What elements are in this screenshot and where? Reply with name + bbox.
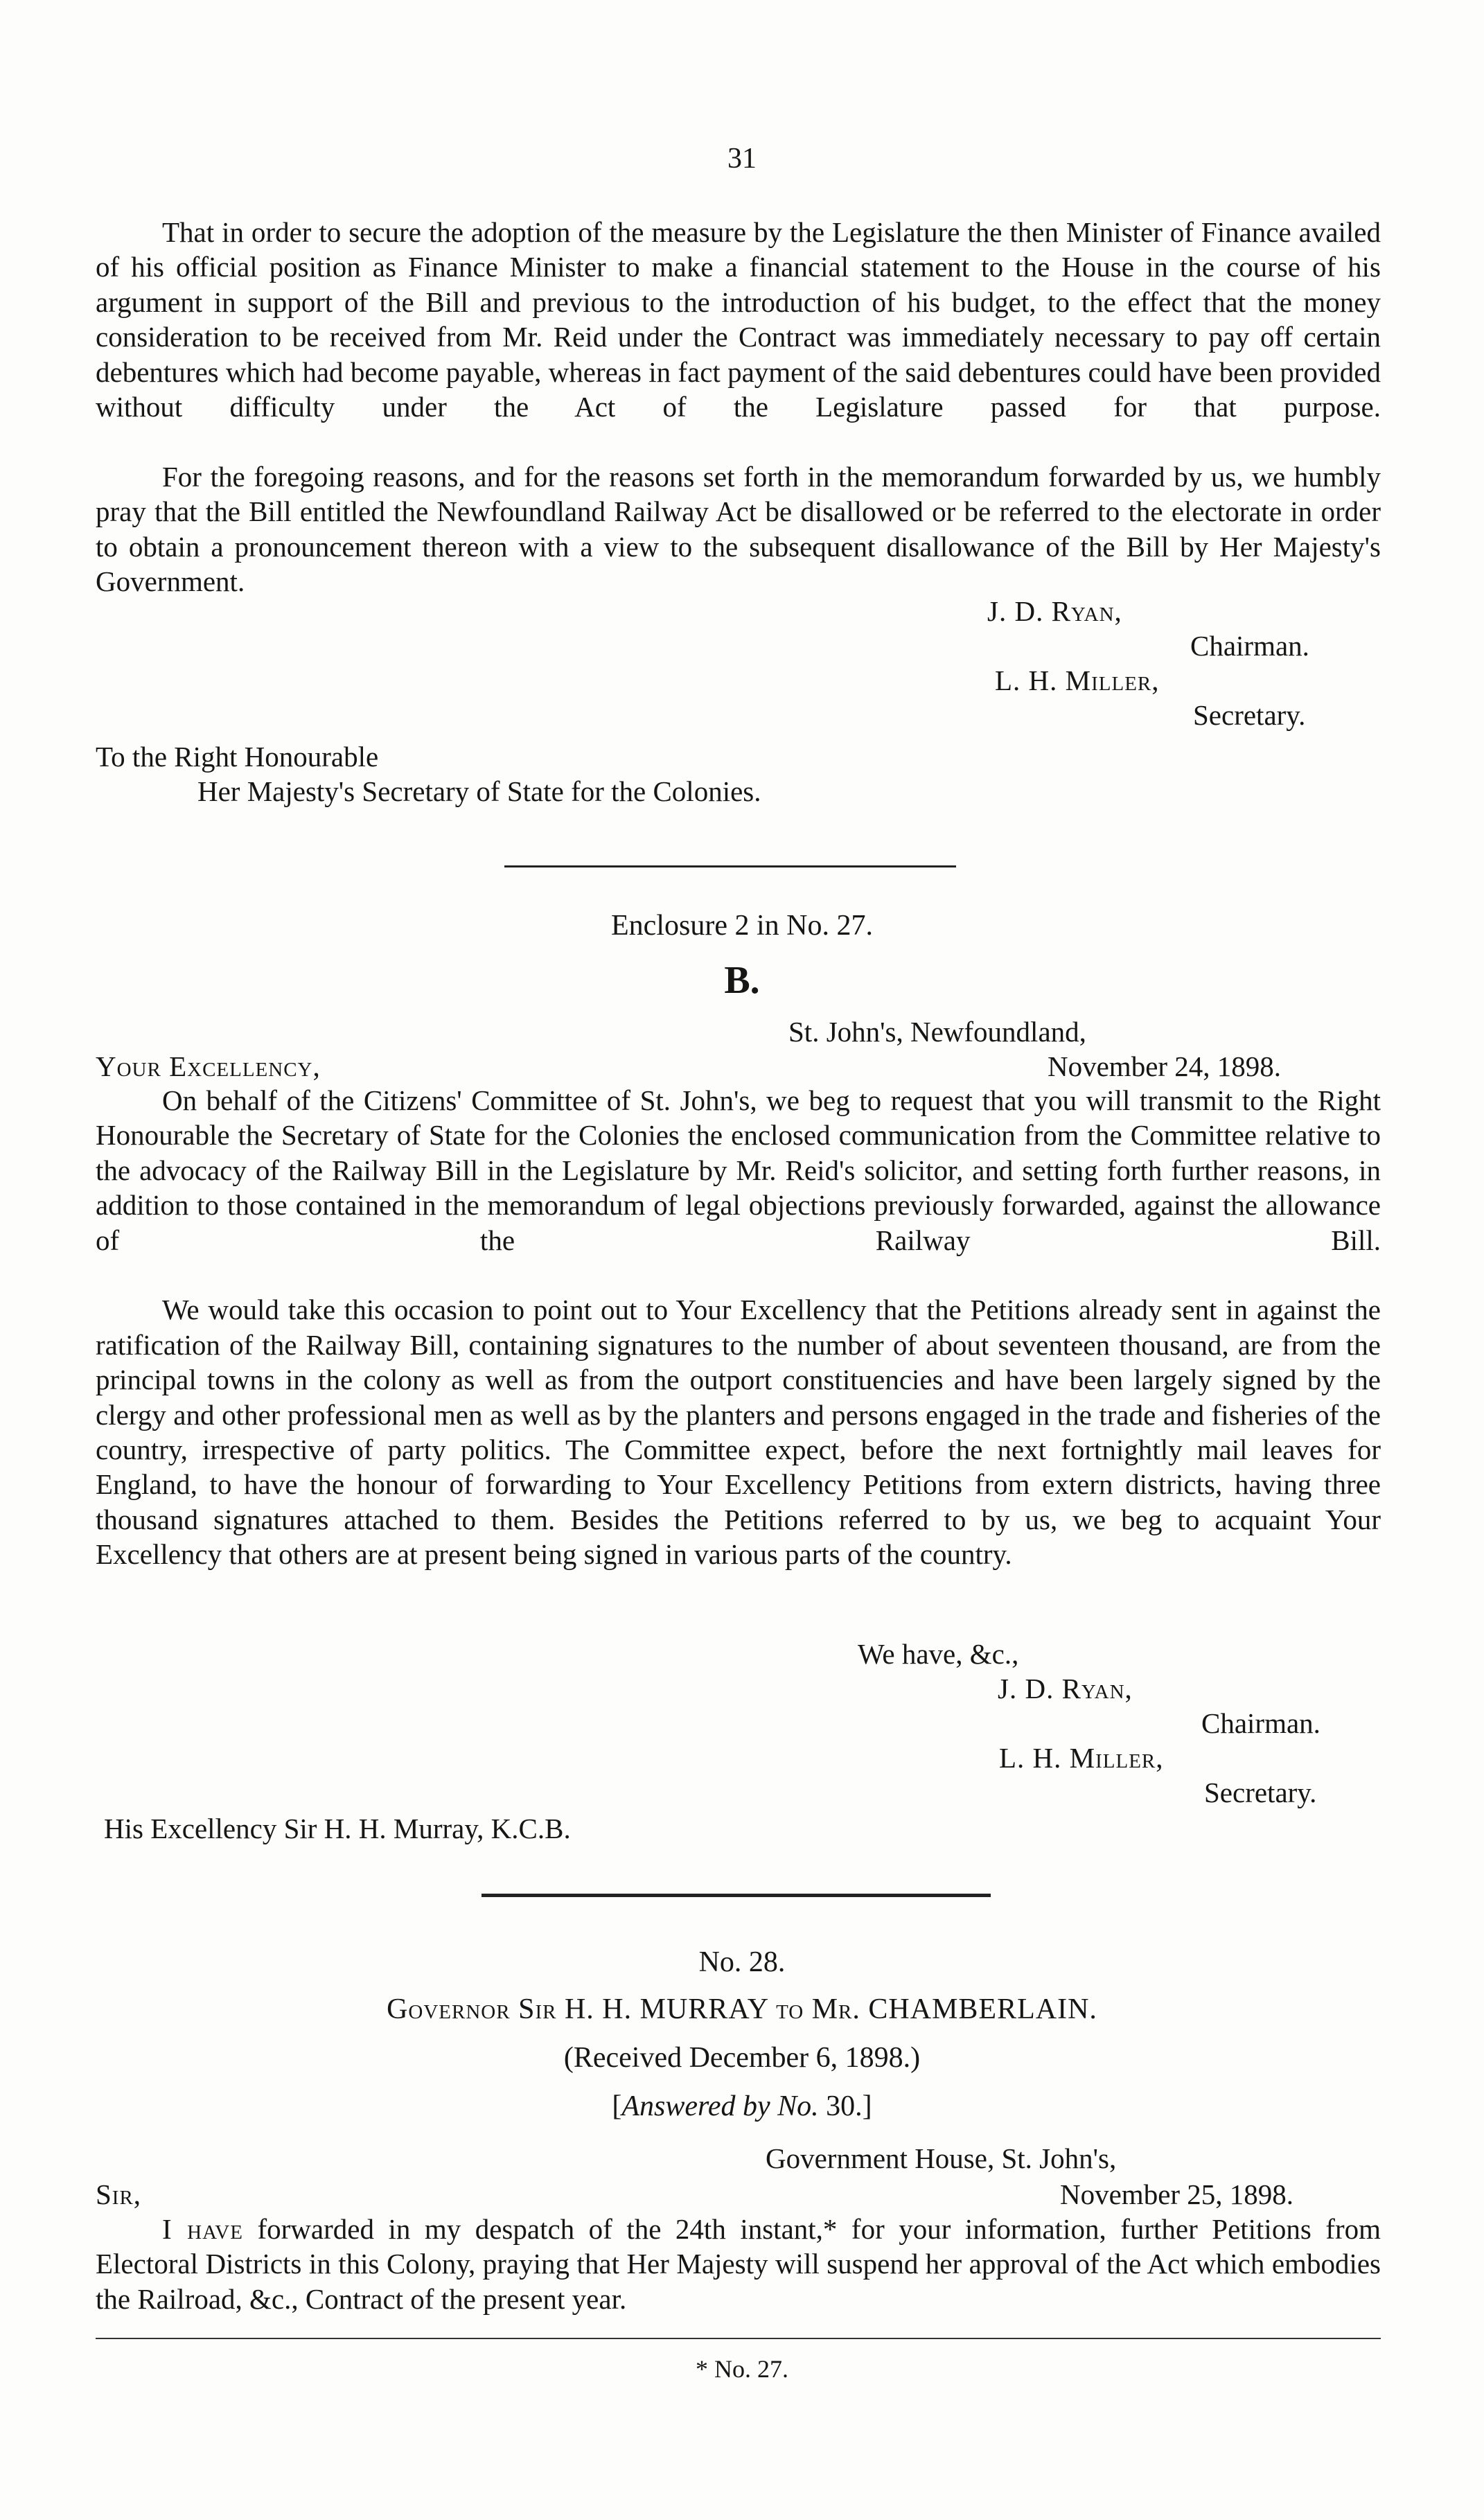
enclosure-place: St. John's, Newfoundland,	[788, 1016, 1086, 1048]
despatch-date: November 25, 1898.	[1060, 2178, 1294, 2210]
memo-signatory-1-title: Chairman.	[1190, 630, 1309, 662]
despatch-lead-words: I have	[162, 2213, 243, 2245]
memo-addressee-line-2: Her Majesty's Secretary of State for the Colonies.	[197, 775, 761, 807]
enclosure-letter: B.	[724, 959, 760, 1002]
section-divider-1	[504, 865, 956, 867]
despatch-body	[96, 2212, 1381, 2316]
despatch-received: (Received December 6, 1898.)	[563, 2042, 921, 2074]
enclosure-salutation: Your Excellency,	[96, 1050, 321, 1082]
despatch-paragraph	[96, 2212, 1381, 2316]
despatch-salutation: Sir,	[96, 2178, 142, 2210]
answered-reference: 30.]	[818, 2090, 872, 2122]
enclosure-paragraph-2: We would take this occasion to point out to Your Excellency that the Petitions already sent in against the ratification of the Railway Bill, containing signatures to the number of about seventeen thousand, are from the principal towns in the colony as well as from the outport constituencies and have been largely signed by the clergy and other professional men as well as by the planters and persons engaged in the trade and fisheries of the country, irrespective of party politics. The Committee expect, before the next fortnightly mail leaves for England, to have the honour of forwarding to Your Excellency Petitions from extern districts, having three thousand signatures attached to them. Besides the Petitions referred to by us, we beg to acquaint Your Excellency that others are at present being signed in various parts of the country.	[96, 1294, 1381, 1571]
footnote-rule	[96, 2338, 1381, 2339]
footnote: * No. 27.	[696, 2355, 788, 2383]
memo-signatory-1-name: J. D. Ryan,	[987, 595, 1122, 627]
despatch-place: Government House, St. John's,	[766, 2142, 1117, 2174]
enclosure-body	[96, 1083, 1381, 1572]
despatch-answered	[0, 2090, 1484, 2123]
enclosure-closing: We have, &c.,	[858, 1638, 1019, 1670]
enclosure-signatory-2-name: L. H. Miller,	[999, 1742, 1164, 1774]
enclosure-date: November 24, 1898.	[1048, 1050, 1282, 1082]
despatch-paragraph-text: forwarded in my despatch of the 24th instant,* for your information, further Petitions from Electoral Districts in this Colony, praying that Her Majesty will suspend her approval of the Act which embodies the Railroad, &c., Contract of the present year.	[96, 2213, 1381, 2315]
memo-signatory-2-title: Secretary.	[1193, 699, 1306, 731]
enclosure-signatory-1-title: Chairman.	[1201, 1707, 1320, 1739]
memo-addressee-line-1: To the Right Honourable	[96, 741, 379, 773]
enclosure-heading: Enclosure 2 in No. 27.	[611, 910, 873, 942]
answered-italic-text: Answered by No.	[621, 2090, 819, 2122]
enclosure-paragraph-1: On behalf of the Citizens' Committee of St. John's, we beg to request that you will transmit to the Right Honourable the Secretary of State for the Colonies the enclosed communication from the Committee relative to the advocacy of the Railway Bill in the Legislature by Mr. Reid's solicitor, and setting forth further reasons, in addition to those contained in the memorandum of legal objections previously forwarded, against the allowance of the Railway Bill.	[96, 1084, 1381, 1256]
page-number: 31	[727, 143, 757, 175]
despatch-title: Governor Sir H. H. MURRAY to Mr. CHAMBERLAIN.	[387, 1993, 1097, 2025]
answered-open-bracket: [	[612, 2090, 622, 2122]
section-divider-2	[482, 1894, 991, 1897]
memo-paragraph-2: For the foregoing reasons, and for the reasons set forth in the memorandum forwarded by us, we humbly pray that the Bill entitled the Newfoundland Railway Act be disallowed or be referred to the electorate in order to obtain a pronouncement thereon with a view to the subsequent disallowance of the Bill by Her Majesty's Government.	[96, 460, 1381, 598]
memo-paragraph-1: That in order to secure the adoption of the measure by the Legislature the then Minister of Finance availed of his official position as Finance Minister to make a financial statement to the House in the course of his argument in support of the Bill and previous to the introduction of his budget, to the effect that the money consideration to be received from Mr. Reid under the Contract was immediately necessary to pay off certain debentures which had become payable, whereas in fact payment of the said debentures could have been provided without difficulty under the Act of the Legislature passed for that purpose.	[96, 216, 1381, 423]
memo-body	[96, 215, 1381, 599]
memo-signatory-2-name: L. H. Miller,	[995, 664, 1160, 696]
enclosure-signatory-1-name: J. D. Ryan,	[998, 1673, 1133, 1704]
enclosure-addressee: His Excellency Sir H. H. Murray, K.C.B.	[104, 1813, 571, 1844]
enclosure-signatory-2-title: Secretary.	[1204, 1777, 1317, 1808]
despatch-number: No. 28.	[698, 1946, 786, 1978]
